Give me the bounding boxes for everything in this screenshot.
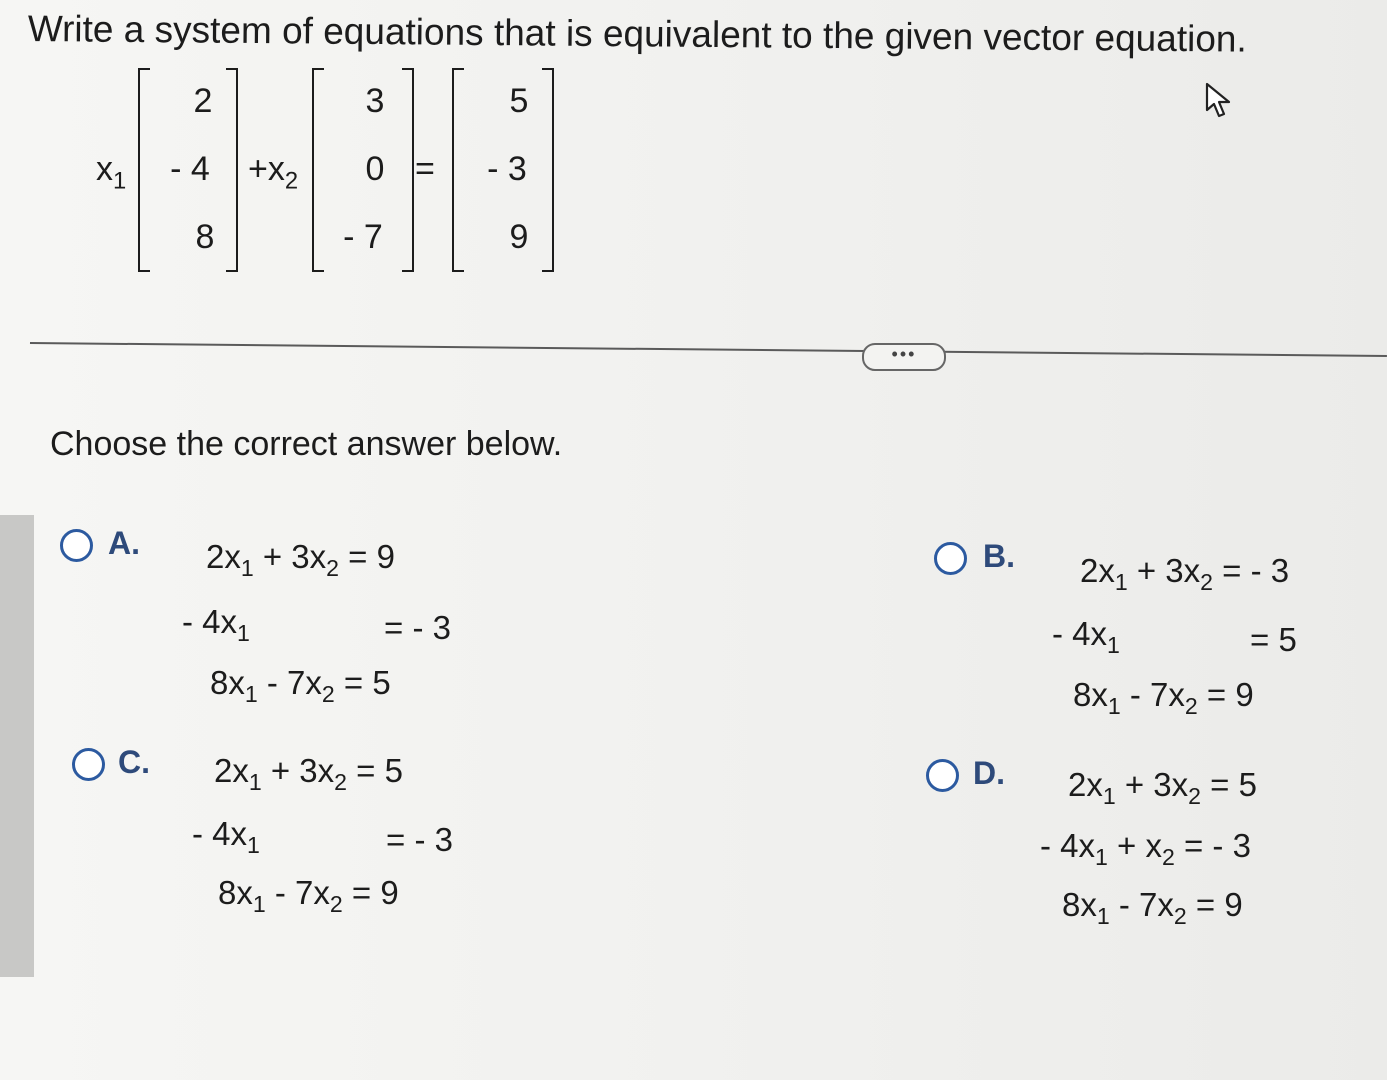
var-x1-letter: x — [96, 150, 113, 188]
term: + 3x — [261, 752, 335, 789]
term: 8x — [1062, 886, 1097, 923]
vector2-right-bracket — [402, 68, 414, 272]
term: 8x — [210, 664, 245, 701]
option-a-eq3 — [210, 664, 391, 708]
option-a-eq1 — [206, 538, 395, 582]
equals-sign: = — [415, 150, 435, 188]
option-d-eq1 — [1068, 766, 1257, 810]
term: - 7x — [1109, 886, 1174, 923]
sub: 1 — [1096, 903, 1110, 930]
sub: 1 — [247, 832, 260, 859]
more-options-button[interactable]: ••• — [862, 343, 946, 371]
vector3-right-bracket — [542, 68, 554, 272]
var-x1-sub: 1 — [113, 167, 127, 195]
option-b-eq2-rhs: = 5 — [1250, 621, 1297, 658]
term: 2x — [1080, 552, 1115, 589]
vector2-entry-1: 3 — [365, 82, 385, 120]
term: - 4x — [192, 815, 248, 852]
option-a-letter: A. — [108, 525, 140, 561]
term: 8x — [218, 874, 253, 911]
term: = 9 — [342, 874, 399, 911]
sub: 2 — [326, 555, 340, 582]
mouse-pointer-icon — [1203, 80, 1237, 120]
sub: 2 — [1200, 569, 1214, 596]
sub: 1 — [1107, 693, 1121, 720]
term: - 4x — [1040, 827, 1096, 864]
option-b-radio-icon[interactable] — [934, 542, 967, 575]
answer-prompt: Choose the correct answer below. — [50, 425, 563, 463]
option-b-letter: B. — [983, 538, 1015, 574]
option-c-letter: C. — [118, 744, 150, 780]
term: - 4x — [182, 603, 238, 640]
left-scrollbar[interactable] — [0, 515, 34, 977]
sub: 1 — [1114, 569, 1128, 596]
option-d-eq2 — [1040, 827, 1251, 871]
sub: 2 — [334, 769, 348, 796]
sub: 2 — [329, 891, 343, 918]
option-c-eq1 — [214, 752, 403, 796]
sub: 1 — [248, 769, 262, 796]
term: - 7x — [257, 664, 322, 701]
option-c-eq3 — [218, 874, 399, 918]
option-d-eq3 — [1062, 886, 1243, 930]
sub: 2 — [1161, 844, 1175, 871]
vector1-entry-1: 2 — [193, 82, 213, 120]
option-b-eq1 — [1080, 552, 1289, 596]
vector1-right-bracket — [226, 68, 238, 272]
sub: 1 — [1095, 844, 1108, 871]
option-c-radio-icon[interactable] — [72, 748, 105, 781]
vector2-entry-2: 0 — [365, 150, 385, 188]
var-x2-letter: x — [267, 150, 285, 188]
option-a-radio-icon[interactable] — [60, 529, 93, 562]
vector3-entry-1: 5 — [509, 82, 529, 120]
term: + 3x — [1127, 552, 1201, 589]
term: = - 3 — [1213, 552, 1290, 589]
option-d-radio-icon[interactable] — [926, 759, 959, 792]
term: 8x — [1073, 676, 1108, 713]
term: + 3x — [1115, 766, 1189, 803]
vector2-entry-3: - 7 — [343, 218, 383, 256]
term: = 9 — [1186, 886, 1243, 923]
term: - 4x — [1052, 615, 1108, 652]
term: = 5 — [347, 752, 403, 789]
vector3-entry-2: - 3 — [487, 150, 527, 188]
var-x1 — [96, 150, 126, 195]
var-x2-sub: 2 — [284, 167, 299, 195]
term: 2x — [206, 538, 241, 575]
option-d-letter: D. — [973, 755, 1005, 791]
option-b-eq3 — [1073, 676, 1254, 720]
term: 2x — [214, 752, 249, 789]
sub: 1 — [237, 620, 250, 647]
question-title: Write a system of equations that is equivalent to the given vector equation. — [27, 8, 1247, 60]
term: - 7x — [265, 874, 330, 911]
sub: 2 — [1184, 693, 1198, 720]
sub: 1 — [244, 681, 258, 708]
sub: 1 — [1107, 632, 1120, 659]
vector1-entry-3: 8 — [195, 218, 215, 256]
sub: 2 — [1173, 903, 1187, 930]
option-a-eq2-lhs — [182, 603, 250, 647]
term: = 5 — [1201, 766, 1257, 803]
term: = 9 — [1197, 676, 1254, 713]
sub: 2 — [1188, 783, 1202, 810]
section-divider — [30, 342, 1387, 357]
vector3-entry-3: 9 — [509, 218, 529, 256]
term: = 5 — [334, 664, 391, 701]
term: + x — [1107, 827, 1162, 864]
term: - 7x — [1120, 676, 1185, 713]
term: 2x — [1068, 766, 1103, 803]
option-c-eq2-rhs: = - 3 — [386, 821, 453, 858]
term: = 9 — [339, 538, 395, 575]
term: = - 3 — [1174, 827, 1251, 864]
plus-x2 — [248, 150, 298, 195]
vector1-entry-2: - 4 — [170, 150, 210, 188]
term: + 3x — [253, 538, 327, 575]
option-a-eq2-rhs: = - 3 — [384, 609, 451, 646]
option-c-eq2-lhs — [192, 815, 260, 859]
option-b-eq2-lhs — [1052, 615, 1120, 659]
sub: 1 — [252, 891, 266, 918]
plus-sign: + — [248, 150, 268, 188]
sub: 1 — [1102, 783, 1116, 810]
sub: 1 — [240, 555, 254, 582]
sub: 2 — [321, 681, 335, 708]
